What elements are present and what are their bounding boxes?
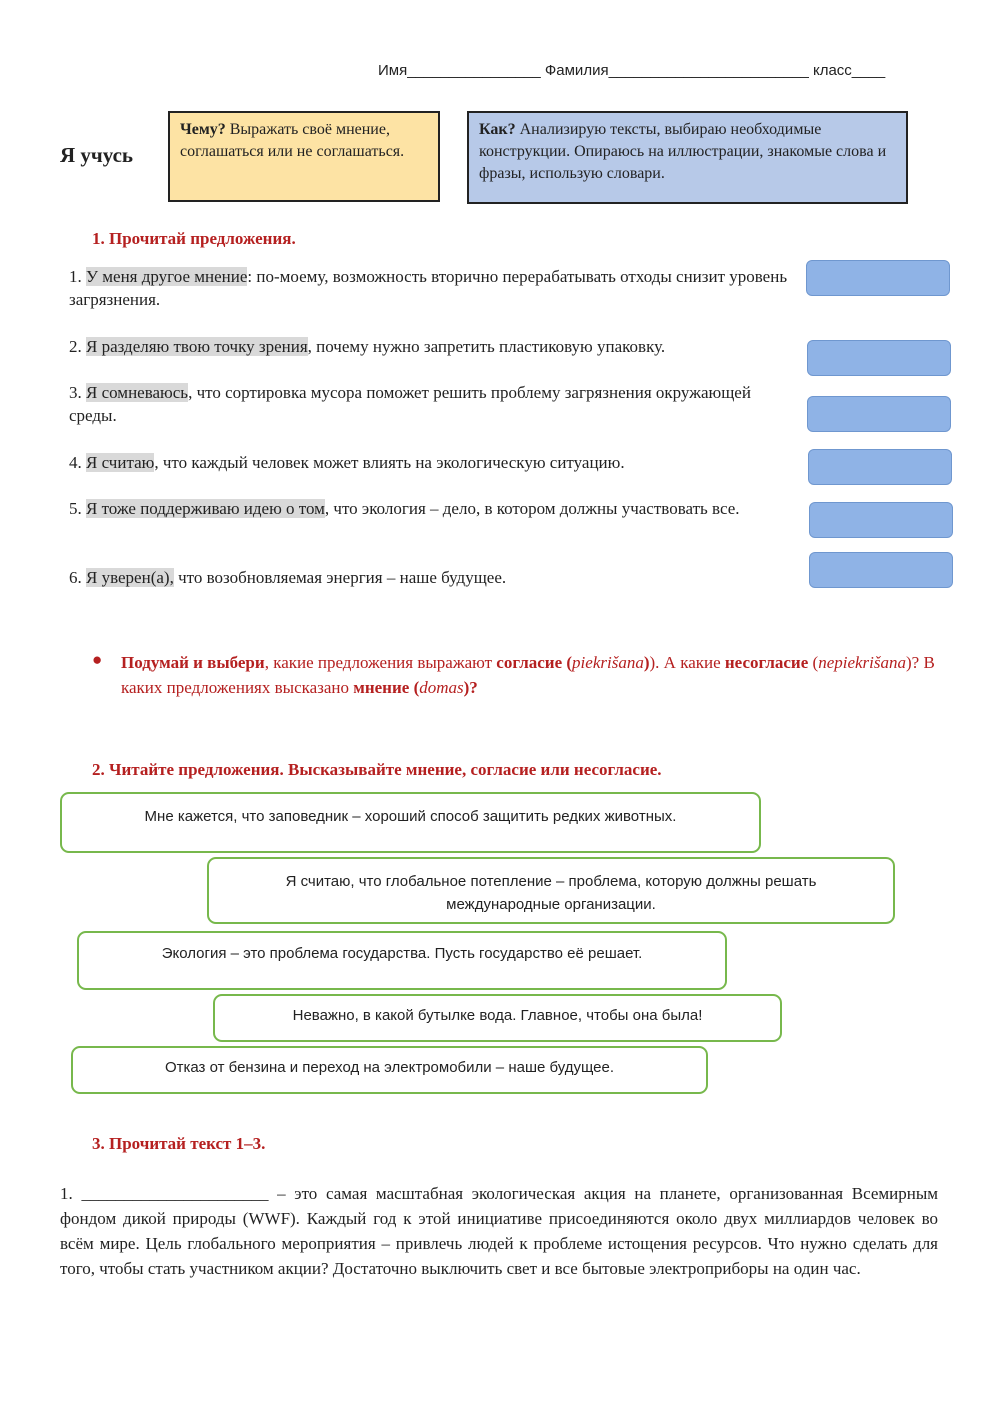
goal-what-label: Чему? [180, 121, 226, 138]
answer-slot-1[interactable] [806, 260, 950, 296]
sentence-4: 4. Я считаю, что каждый человек может влиять на экологическую ситуацию. [69, 453, 625, 472]
surname-label: Фамилия [544, 62, 609, 79]
student-info-line [378, 62, 885, 79]
sentence-6: 6. Я уверен(а), что возобновляемая энергия – наше будущее. [69, 568, 507, 587]
sentence-5: 5. Я тоже поддерживаю идею о том, что экология – дело, в котором должны участвовать все. [69, 499, 740, 518]
bullet-icon: ● [92, 650, 103, 669]
sentence-3-phrase: Я сомневаюсь [86, 383, 189, 402]
section-1-heading: 1. Прочитай предложения. [92, 229, 296, 248]
goal-how-text: Анализирую тексты, выбираю необходимые конструкции. Опираюсь на иллюстрации, знакомые слова и фразы, использую словари. [479, 121, 887, 182]
text-paragraph-1: 1. ______________________ – это самая масштабная экологическая акция на планете, организованная Всемирным фондом дикой природы (WWF). Каждый год к этой инициативе присоединяются около двух миллиардов человек во всём мире. Цель глобального мероприятия – привлечь людей к проблеме истощения ресурсов. Что нужно сделать для того, чтобы стать участником акции? Достаточно выключить свет и все бытовые электроприборы на один час. [60, 1184, 939, 1278]
text-blank[interactable]: ______________________ [81, 1184, 269, 1203]
goal-how-box [467, 111, 908, 204]
section-3-heading: 3. Прочитай текст 1–3. [92, 1134, 266, 1153]
class-label: класс [812, 62, 852, 79]
sentence-5-phrase: Я тоже поддерживаю идею о том [86, 499, 325, 518]
page-title: Я учусь [60, 143, 134, 167]
goal-what-box [168, 111, 440, 202]
statement-card-1: Мне кажется, что заповедник – хороший способ защитить редких животных. [60, 792, 761, 853]
statement-card-2: Я считаю, что глобальное потепление – проблема, которую должны решать международные организации. [207, 857, 895, 924]
sentence-2: 2. Я разделяю твою точку зрения, почему нужно запретить пластиковую упаковку. [69, 337, 666, 356]
statement-card-5: Отказ от бензина и переход на электромобили – наше будущее. [71, 1046, 708, 1094]
sentence-4-phrase: Я считаю [86, 453, 155, 472]
name-label: Имя [378, 62, 408, 79]
surname-blank[interactable]: ________________________ [608, 62, 809, 79]
answer-slot-4[interactable] [808, 449, 952, 485]
sentence-1-phrase: У меня другое мнение [86, 267, 248, 286]
sentence-2-phrase: Я разделяю твою точку зрения [86, 337, 308, 356]
name-blank[interactable]: ________________ [407, 62, 541, 79]
statement-card-4: Неважно, в какой бутылке вода. Главное, чтобы она была! [213, 994, 782, 1042]
sentence-6-phrase: Я уверен(а), [86, 568, 174, 587]
answer-slot-6[interactable] [809, 552, 953, 588]
bullet-instruction: Подумай и выбери, какие предложения выражают согласие (piekrišana)). А какие несогласие (nepiekrišana)? В каких предложениях высказано мнение (domas)? [121, 653, 935, 697]
class-blank[interactable]: ____ [851, 62, 886, 79]
answer-slot-3[interactable] [807, 396, 951, 432]
sentence-1: 1. У меня другое мнение: по-моему, возможность вторично перерабатывать отходы снизит уровень загрязнения. [69, 267, 788, 309]
answer-slot-2[interactable] [807, 340, 951, 376]
goal-what-text: Выражать своё мнение, соглашаться или не соглашаться. [180, 121, 405, 160]
sentence-3: 3. Я сомневаюсь, что сортировка мусора поможет решить проблему загрязнения окружающей среды. [69, 383, 751, 425]
goal-how-label: Как? [479, 121, 516, 138]
section-2-heading: 2. Читайте предложения. Высказывайте мнение, согласие или несогласие. [92, 760, 662, 779]
answer-slot-5[interactable] [809, 502, 953, 538]
statement-card-3: Экология – это проблема государства. Пусть государство её решает. [77, 931, 727, 990]
